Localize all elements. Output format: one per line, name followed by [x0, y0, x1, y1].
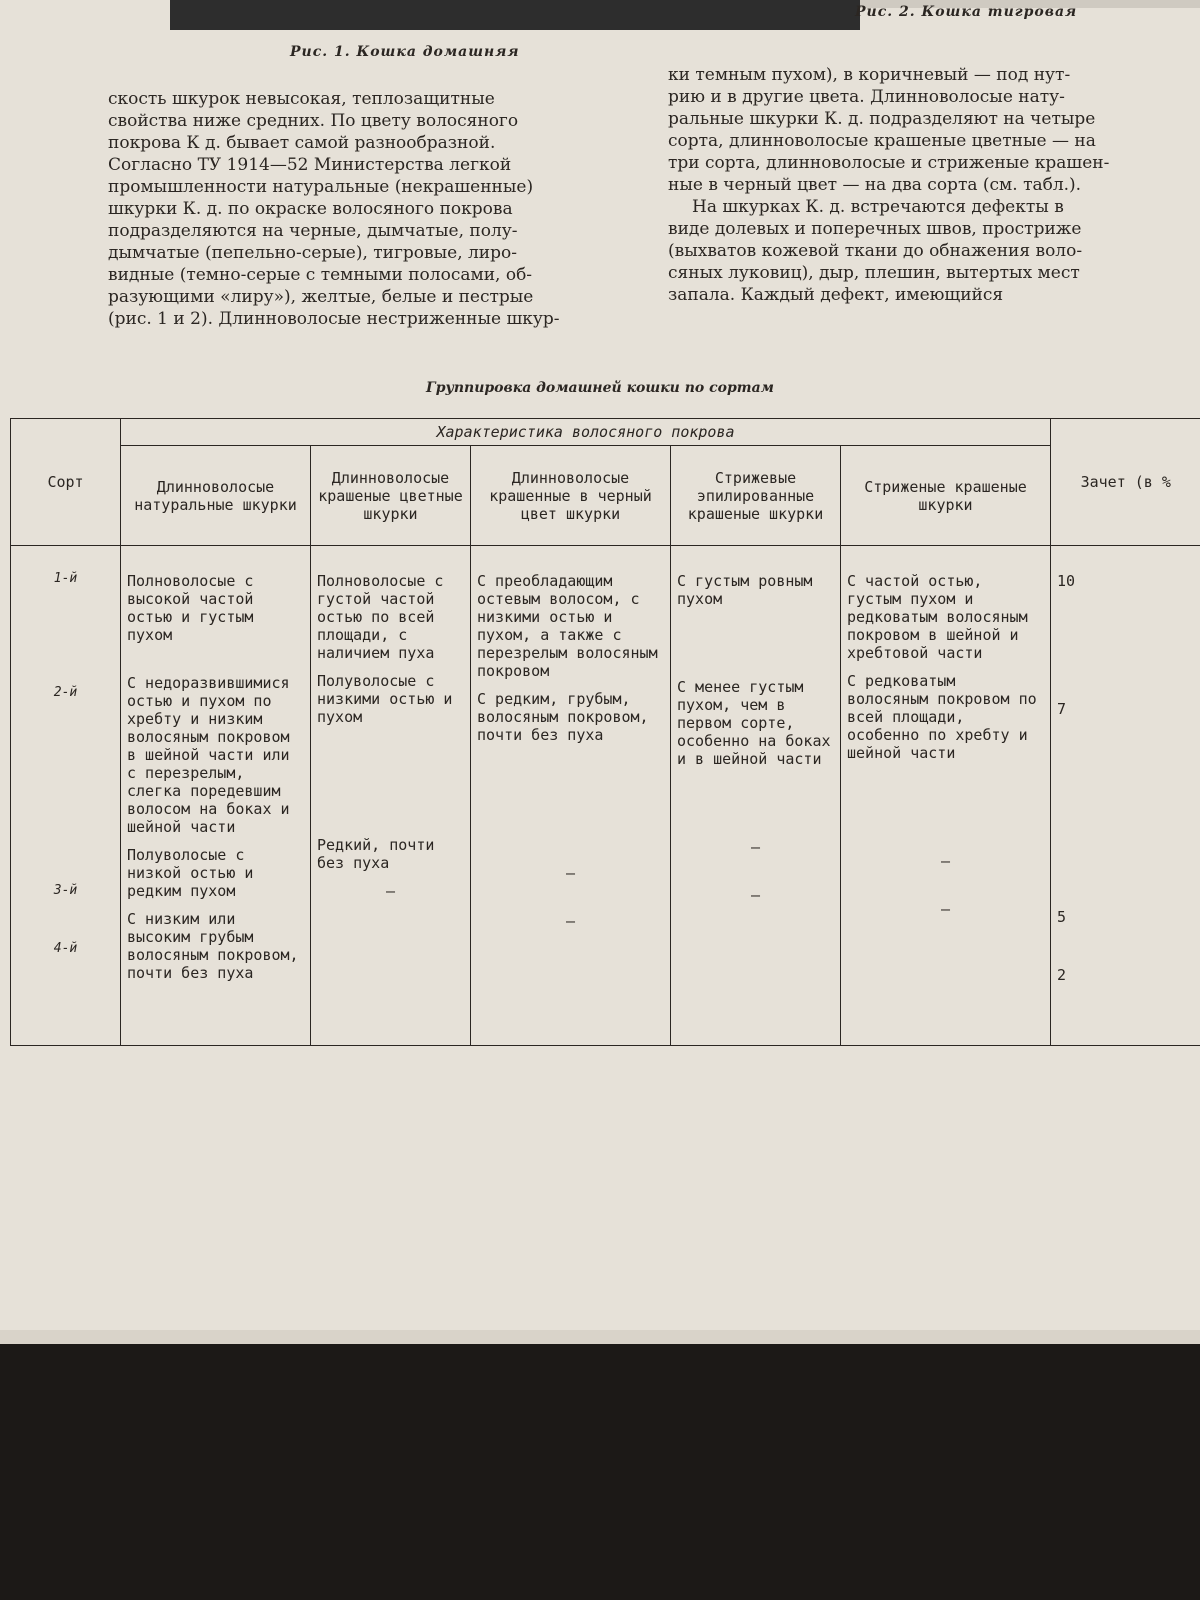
text-line: ные в черный цвет — на два сорта (см. табл.). [668, 175, 1082, 195]
credit-percent-column [1051, 546, 1200, 1046]
text-line: три сорта, длинноволосые и стриженые крашен- [668, 153, 1110, 173]
table-cell: — [385, 882, 396, 900]
table-cell: — [750, 838, 761, 856]
sort-header: Сорт [11, 419, 121, 546]
table-cell: — [565, 864, 576, 882]
table-cell: С редковатым волосяным покровом по всей площади, особенно по хребту и шейной части [847, 672, 1037, 762]
table-cell: С частой остью, густым пухом и редковатым волосяным покровом в шейной и хребтовой части [847, 572, 1028, 662]
text-line: сорта, длинноволосые крашеные цветные — на [668, 131, 1096, 151]
table-cell: — [940, 900, 951, 918]
sort-label: 1-й [53, 571, 78, 586]
text-line: ки темным пухом), в коричневый — под нут- [668, 65, 1071, 85]
column-header: Стрижевые эпилированные крашеные шкурки [671, 446, 841, 546]
table-cell: С редким, грубым, волосяным покровом, почти без пуха [477, 690, 649, 744]
table-cell: С недоразвившимися остью и пухом по хребту и низким волосяным покровом в шейной части или с перезрелым, слегка поредевшим волосом на боках и шейной части [127, 674, 290, 836]
table-cell: С низким или высоким грубым волосяным покровом, почти без пуха [127, 910, 299, 982]
text-line: дымчатые (пепельно-серые), тигровые, лиро- [108, 243, 517, 263]
text-line: На шкурках К. д. встречаются дефекты в [692, 197, 1064, 217]
left-text-column [108, 88, 648, 330]
table-cell: С густым ровным пухом [677, 572, 813, 608]
text-line: сяных луковиц), дыр, плешин, вытертых мест [668, 263, 1080, 283]
table-cell: Редкий, почти без пуха [317, 836, 435, 872]
table-cell: 10 [1057, 572, 1076, 590]
figure-1-caption: Рис. 1. Кошка домашняя [290, 44, 520, 60]
text-line: рию и в другие цвета. Длинноволосые нату- [668, 87, 1065, 107]
page-edge [0, 1330, 1200, 1344]
text-line: скость шкурок невысокая, теплозащитные [108, 89, 495, 109]
table-cell: 2 [1057, 966, 1067, 984]
text-line: ральные шкурки К. д. подразделяют на четыре [668, 109, 1096, 129]
right-text-column [668, 64, 1200, 306]
table-title: Группировка домашней кошки по сортам [426, 380, 774, 396]
table-cell: 5 [1057, 908, 1067, 926]
sort-label: 2-й [53, 685, 78, 700]
dark-surface [0, 1344, 1200, 1600]
sort-grouping-table [10, 418, 1200, 1046]
column-header: Длинноволосые крашенные в черный цвет шкурки [471, 446, 671, 546]
sort-label: 3-й [53, 883, 78, 898]
text-line: покрова К д. бывает самой разнообразной. [108, 133, 496, 153]
table-cell: Полноволосые с густой частой остью по всей площади, с наличием пуха [317, 572, 444, 662]
text-line: шкурки К. д. по окраске волосяного покрова [108, 199, 513, 219]
text-line: разующими «лиру»), желтые, белые и пестрые [108, 287, 534, 307]
text-line: подразделяются на черные, дымчатые, полу- [108, 221, 518, 241]
table-cell: С преобладающим остевым волосом, с низкими остью и пухом, а также с перезрелым волосяным покровом [477, 572, 658, 680]
group-header: Характеристика волосяного покрова [121, 419, 1051, 446]
dyed-black-column [471, 546, 671, 1046]
figure-1-image [170, 0, 860, 30]
column-header: Длинноволосые крашеные цветные шкурки [311, 446, 471, 546]
table-cell: С менее густым пухом, чем в первом сорте, особенно на боках и в шейной части [677, 678, 831, 768]
text-line: (рис. 1 и 2). Длинноволосые нестриженные шкур- [108, 309, 560, 329]
text-line: Согласно ТУ 1914—52 Министерства легкой [108, 155, 512, 175]
figure-2-caption: Рис. 2. Кошка тигровая [855, 4, 1078, 20]
text-line: видные (темно-серые с темными полосами, об- [108, 265, 533, 285]
text-line: промышленности натуральные (некрашенные) [108, 177, 534, 197]
text-line: свойства ниже средних. По цвету волосяного [108, 111, 519, 131]
text-line: виде долевых и поперечных швов, простриже [668, 219, 1082, 239]
text-line: (выхватов кожевой ткани до обнажения воло- [668, 241, 1083, 261]
dyed-color-column [311, 546, 471, 1046]
sheared-dyed-column [841, 546, 1051, 1046]
sort-column [11, 546, 121, 1046]
table-cell: — [750, 886, 761, 904]
table-cell: Полуволосые с низкой остью и редким пухом [127, 846, 254, 900]
natural-skins-column [121, 546, 311, 1046]
table-cell: — [565, 912, 576, 930]
text-line: запала. Каждый дефект, имеющийся [668, 285, 1004, 305]
table-cell: 7 [1057, 700, 1067, 718]
table-cell: Полноволосые с высокой частой остью и густым пухом [127, 572, 254, 644]
sheared-epilated-column [671, 546, 841, 1046]
sort-label: 4-й [53, 941, 78, 956]
column-header: Стриженые крашеные шкурки [841, 446, 1051, 546]
table-cell: — [940, 852, 951, 870]
table-cell: Полуволосые с низкими остью и пухом [317, 672, 453, 726]
column-header: Длинноволосые натуральные шкурки [121, 446, 311, 546]
column-header: Зачет (в % [1051, 419, 1200, 546]
